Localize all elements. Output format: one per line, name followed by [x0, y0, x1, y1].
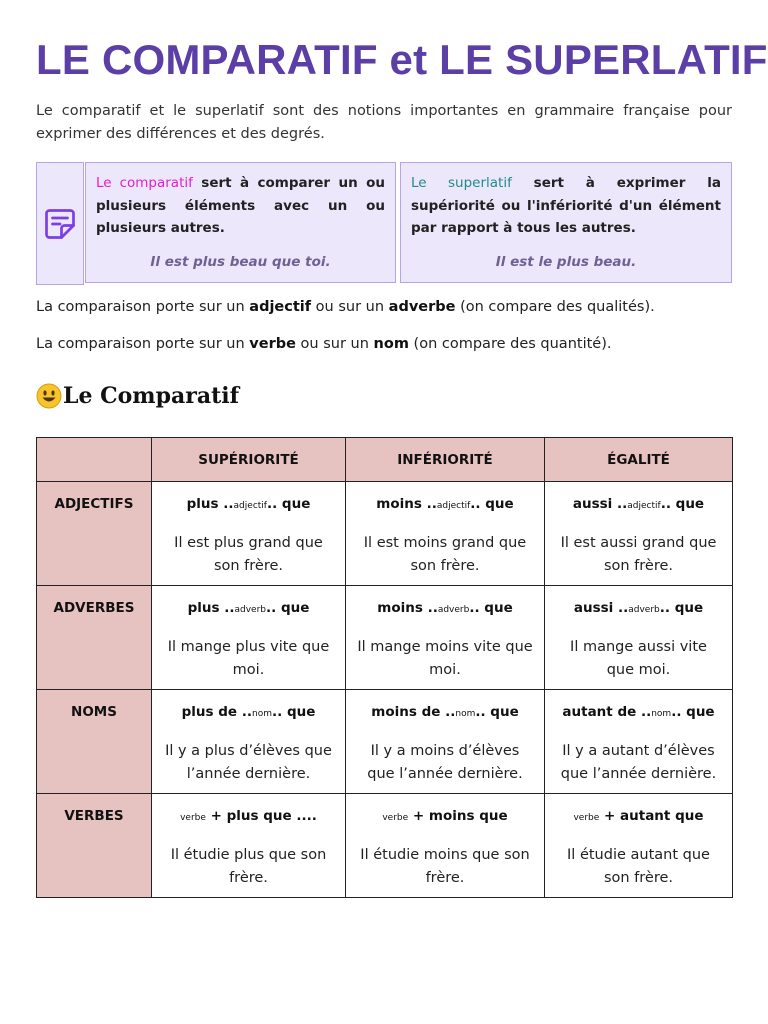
rule-formula: [545, 599, 732, 619]
text-segment: La comparaison porte sur un: [36, 336, 250, 352]
bold-term: verbe: [249, 336, 296, 352]
bold-term: adverbe: [388, 299, 456, 315]
example-sentence: Il y a autant d’élèves que l’année dernière.: [560, 743, 717, 782]
superlatif-keyword: Le superlatif: [411, 175, 512, 191]
table-row: [37, 482, 733, 586]
bold-term: adjectif: [249, 299, 312, 315]
quantities-paragraph: [36, 336, 732, 352]
definitions-panel: [36, 162, 732, 285]
table-cell: [545, 794, 733, 898]
example-sentence: Il est aussi grand que son frère.: [560, 535, 717, 574]
rule-formula: [152, 495, 345, 515]
formula-placeholder: adverb: [234, 605, 267, 615]
formula-placeholder: adjectif: [233, 501, 267, 511]
formula-text: plus ..: [187, 600, 235, 616]
table-cell: [152, 794, 346, 898]
rule-formula: [346, 599, 544, 619]
rule-formula: [152, 807, 345, 827]
comparatif-definition: [96, 172, 385, 240]
rule-formula: [346, 703, 544, 723]
column-header: INFÉRIORITÉ: [346, 438, 545, 482]
table-row: [37, 586, 733, 690]
table-cell: [152, 482, 346, 586]
table-cell: [152, 586, 346, 690]
rule-formula: [346, 495, 544, 515]
formula-text: .. que: [660, 496, 705, 512]
rule-formula: [545, 807, 732, 827]
table-cell: [346, 690, 545, 794]
sticky-note-icon: [42, 206, 78, 242]
formula-placeholder: adverb: [437, 605, 470, 615]
table-header-row: [37, 438, 733, 482]
text-segment: ou sur un: [311, 299, 389, 315]
example-sentence: Il mange moins vite que moi.: [357, 639, 533, 678]
formula-text: plus de ..: [181, 704, 253, 720]
page-title: LE COMPARATIF et LE SUPERLATIF: [36, 36, 768, 83]
formula-placeholder: adjectif: [436, 501, 471, 511]
example-sentence: Il mange aussi vite que moi.: [570, 639, 707, 678]
note-icon-box: [36, 162, 84, 285]
formula-placeholder: verbe: [180, 813, 206, 823]
table-cell: [346, 482, 545, 586]
formula-text: .. que: [266, 600, 310, 616]
table-row: [37, 794, 733, 898]
bold-term: nom: [373, 336, 409, 352]
example-sentence: Il est plus grand que son frère.: [174, 535, 323, 574]
rule-formula: [152, 599, 345, 619]
formula-placeholder: nom: [651, 709, 672, 719]
comparatif-table: [36, 437, 733, 898]
superlatif-example: Il est le plus beau.: [495, 253, 637, 270]
superlatif-definition-text: sert à exprimer la supériorité ou l'infériorité d'un élément par rapport à tous les autres.: [411, 175, 721, 236]
text-segment: (on compare des quantité).: [408, 336, 612, 352]
formula-placeholder: verbe: [382, 813, 409, 823]
comparatif-definition-text: sert à comparer un ou plusieurs éléments avec un ou plusieurs autres.: [96, 175, 386, 236]
formula-text: .. que: [266, 496, 311, 512]
formula-text: plus ..: [186, 496, 234, 512]
example-sentence: Il est moins grand que son frère.: [363, 535, 527, 574]
row-label: ADVERBES: [37, 586, 152, 690]
table-row: [37, 690, 733, 794]
example-sentence: Il mange plus vite que moi.: [167, 639, 330, 678]
table-cell: [346, 586, 545, 690]
example-sentence: Il étudie moins que son frère.: [360, 847, 530, 886]
formula-text: .. que: [272, 704, 316, 720]
text-segment: ou sur un: [295, 336, 374, 352]
row-label: ADJECTIFS: [37, 482, 152, 586]
qualities-paragraph: [36, 299, 732, 315]
formula-placeholder: nom: [455, 709, 476, 719]
formula-placeholder: adjectif: [627, 501, 661, 511]
example-sentence: Il y a moins d’élèves que l’année dernière.: [367, 743, 523, 782]
column-header: ÉGALITÉ: [545, 438, 733, 482]
comparatif-example: Il est plus beau que toi.: [150, 253, 331, 270]
row-label: VERBES: [37, 794, 152, 898]
formula-placeholder: adverb: [628, 605, 660, 615]
comparatif-keyword: Le comparatif: [96, 175, 193, 191]
formula-text: autant de ..: [562, 704, 652, 720]
formula-text: aussi ..: [572, 496, 628, 512]
formula-text: .. que: [470, 496, 514, 512]
column-header: SUPÉRIORITÉ: [152, 438, 346, 482]
rule-formula: [152, 703, 345, 723]
formula-placeholder: nom: [252, 709, 272, 719]
row-label: NOMS: [37, 690, 152, 794]
example-sentence: Il étudie autant que son frère.: [567, 847, 710, 886]
formula-text: + plus que ....: [205, 808, 317, 824]
smiley-icon: [36, 383, 62, 409]
formula-text: .. que: [475, 704, 519, 720]
table-cell: [545, 482, 733, 586]
table-cell: [545, 586, 733, 690]
formula-text: .. que: [659, 600, 704, 616]
formula-text: + moins que: [408, 808, 508, 824]
formula-text: moins ..: [377, 600, 438, 616]
example-sentence: Il étudie plus que son frère.: [170, 847, 327, 886]
formula-text: moins ..: [376, 496, 437, 512]
text-segment: La comparaison porte sur un: [36, 299, 250, 315]
formula-text: aussi ..: [573, 600, 629, 616]
example-sentence: Il y a plus d’élèves que l’année dernière.: [165, 743, 332, 782]
comparatif-definition-card: [85, 162, 396, 283]
formula-text: .. que: [671, 704, 715, 720]
table-cell: [545, 690, 733, 794]
rule-formula: [545, 703, 732, 723]
table-corner-cell: [37, 438, 152, 482]
text-segment: (on compare des qualités).: [455, 299, 655, 315]
section-title: Le Comparatif: [63, 383, 240, 409]
formula-placeholder: verbe: [573, 813, 600, 823]
section-heading: [36, 380, 239, 412]
formula-text: + autant que: [599, 808, 704, 824]
superlatif-definition-card: [400, 162, 732, 283]
intro-paragraph: Le comparatif et le superlatif sont des notions importantes en grammaire française pour exprimer des différences et des degrés.: [36, 103, 732, 142]
formula-text: moins de ..: [371, 704, 456, 720]
table-cell: [152, 690, 346, 794]
rule-formula: [545, 495, 732, 515]
superlatif-definition: [411, 172, 721, 240]
rule-formula: [346, 807, 544, 827]
formula-text: .. que: [469, 600, 513, 616]
table-cell: [346, 794, 545, 898]
